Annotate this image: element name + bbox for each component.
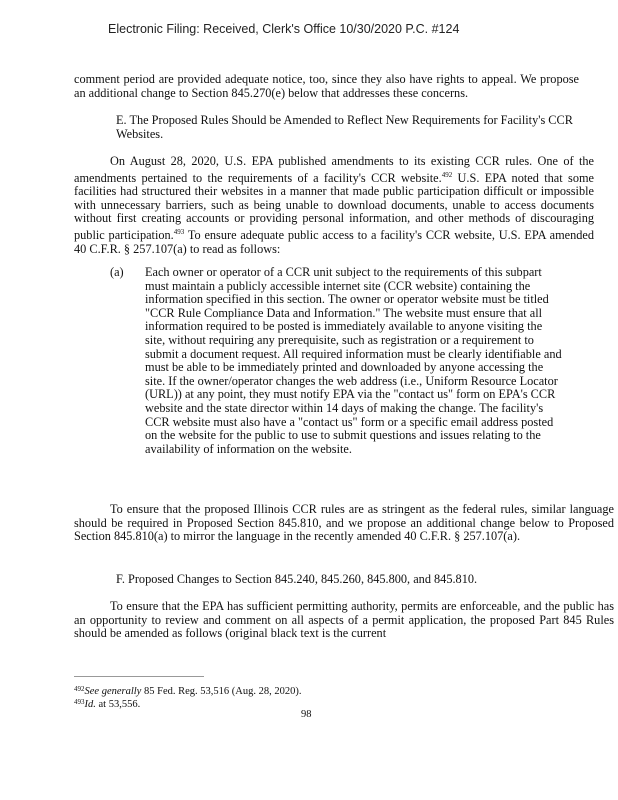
paragraph-continued: comment period are provided adequate notice, too, since they also have rights to appeal. We propose an additional change to Section 845.270(e) below that addresses these concerns.	[74, 72, 579, 100]
footnote-signal: See generally	[84, 686, 142, 697]
section-heading-f: F. Proposed Changes to Section 845.240, 845.260, 845.800, and 845.810.	[116, 572, 478, 586]
quote-label: (a)	[110, 265, 124, 279]
footnote-ref-493: 493	[173, 228, 185, 237]
paragraph-ccr-amendments-text: On August 28, 2020, U.S. EPA published amendments to its existing CCR rules. One of the amendments pertained to the requirements of a facility's CCR website.$^{492}$ U.S. EPA noted that some facilities had structured their websites in a manner that made public participation difficult or impossible with unnecessary barriers, such as being unable to download documents, unable to access documents without first creating accounts or providing personal information, and other methods of discouraging public participation.$^{493}$ To ensure adequate public access to a facility's CCR website, U.S. EPA amended 40 C.F.R. § 257.107(a) to read as follows:	[74, 154, 594, 256]
footnote-divider	[74, 676, 204, 677]
paragraph-stringency: To ensure that the proposed Illinois CCR rules are as stringent as the federal rules, similar language should be required in Proposed Section 845.810, and we propose an additional change below to Proposed Section 845.810(a) to mirror the language in the recently amended 40 C.F.R. § 257.107(a).	[74, 502, 614, 544]
footnote-number: 492	[74, 685, 85, 693]
block-quote: Each owner or operator of a CCR unit subject to the requirements of this subpart must maintain a publicly accessible internet site (CCR website) containing the information specified in this section. The owner or operator website must be titled "CCR Rule Compliance Data and Information." The website must ensure that all information required to be posted is immediately available to anyone visiting the site, without requiring any prerequisite, such as registration or a requirement to submit a document request. All required information must be clearly identifiable and must be able to be immediately printed and downloaded by anyone accessing the site. If the owner/operator changes the web address (i.e., Uniform Resource Locator (URL)) at any point, they must notify EPA via the "contact us" form on EPA's CCR website and the state director within 14 days of making the change. The facility's CCR website must also have a "contact us" form or a specific email address posted on the website for the public to use to submit questions and issues relating to the availability of information on the website.	[145, 265, 562, 456]
filing-header: Electronic Filing: Received, Clerk's Office 10/30/2020 P.C. #124	[108, 22, 460, 36]
page-number: 98	[301, 709, 312, 720]
footnote-number: 493	[74, 698, 85, 706]
footnote-ref-492: 492	[441, 170, 453, 179]
footnote-text: 85 Fed. Reg. 53,516 (Aug. 28, 2020).	[141, 686, 302, 697]
section-heading-e: E. The Proposed Rules Should be Amended to Reflect New Requirements for Facility's CCR Websites.	[116, 113, 573, 141]
paragraph-ccr-amendments	[74, 155, 594, 256]
footnote-493	[74, 696, 140, 711]
paragraph-permitting: To ensure that the EPA has sufficient permitting authority, permits are enforceable, and the public has an opportunity to review and comment on all aspects of a permit application, the proposed Part 845 Rules should be amended as follows (original black text is the current	[74, 599, 614, 641]
footnote-text: at 53,556.	[95, 699, 141, 710]
footnote-signal: Id.	[84, 699, 96, 710]
